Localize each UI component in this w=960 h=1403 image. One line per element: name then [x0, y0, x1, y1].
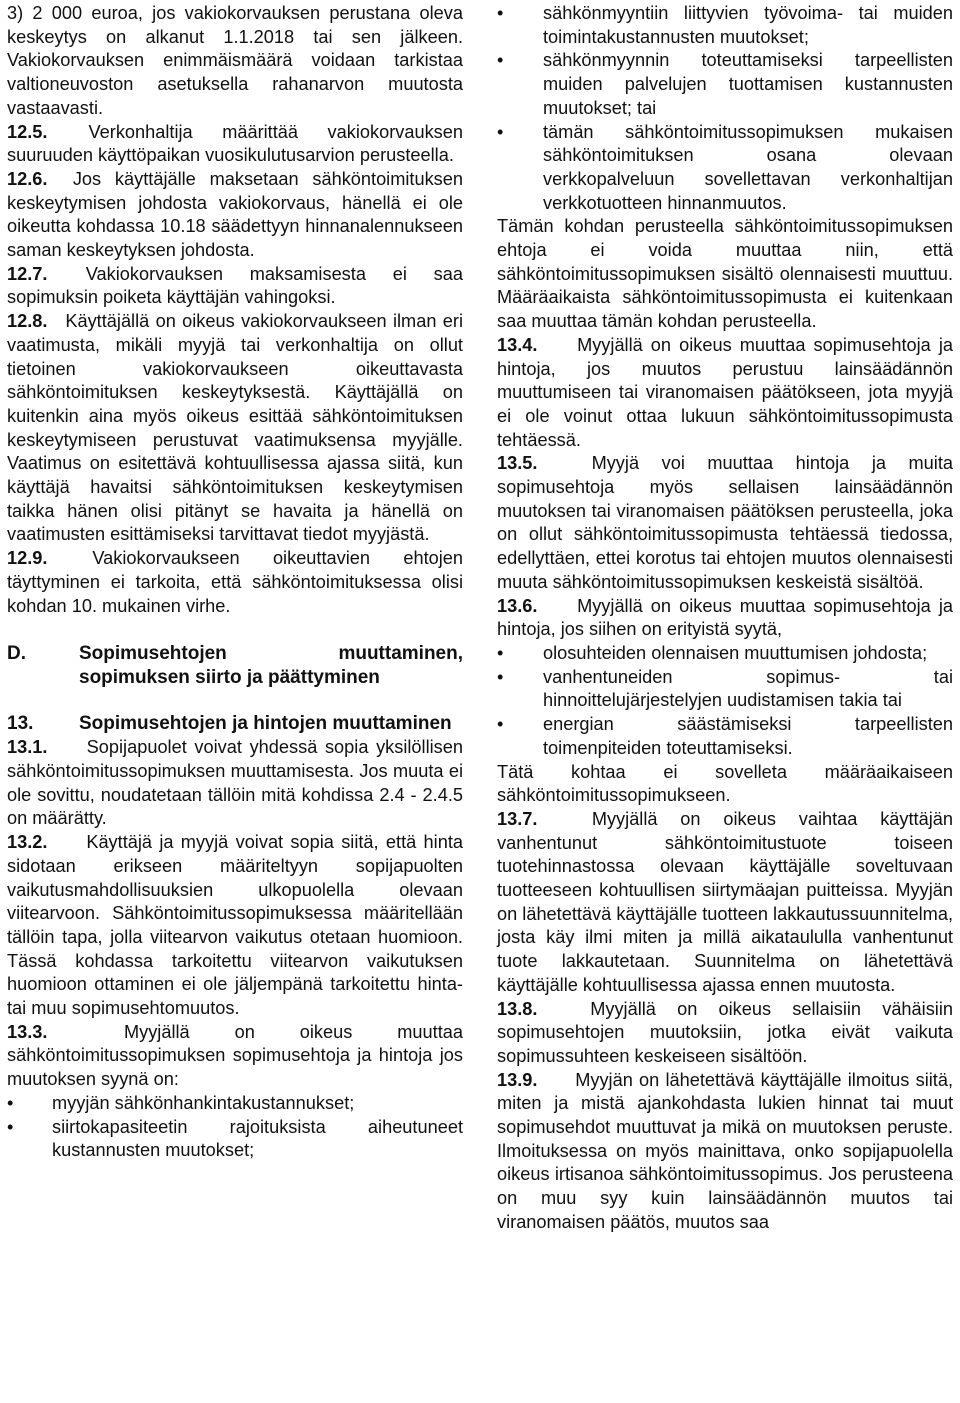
- section-13-7: [497, 808, 953, 998]
- list-item: • siirtokapasiteetin rajoituksista aiheutuneet kustannusten muutokset;: [7, 1116, 463, 1163]
- section-13-6: [497, 595, 953, 642]
- section-13-3: [7, 1021, 463, 1092]
- bullet-list-13-3b: [497, 2, 953, 215]
- section-text: Myyjällä on oikeus muuttaa sähköntoimitussopimuksen sopimusehtoja ja hintoja jos muutoksen syynä on:: [7, 1021, 463, 1090]
- section-number: 13.7.: [497, 808, 538, 829]
- section-text: Käyttäjällä on oikeus vakiokorvaukseen ilman eri vaatimusta, mikäli myyjä tai verkonhaltija on ollut tietoinen vakiokorvaukseen oikeuttavasta sähköntoimituksen keskeytyksestä. Käyttäjällä on kuitenkin aina myös oikeus esittää sähköntoimituksen keskeytymiseen perustuvat vaatimuksensa myyjälle. Vaatimus on esitettävä kohtuullisessa ajassa siitä, kun käyttäjä havaitsi sähköntoimituksen keskeytymisen taikka hänen olisi pitänyt se havaita ja hänellä on vaatimusten esittämiseksi tarvittavat tiedot myyjästä.: [7, 311, 463, 545]
- heading-text: Sopimusehtojen ja hintojen muuttaminen: [79, 713, 452, 735]
- section-number: 13.9.: [497, 1069, 538, 1090]
- list-item: • tämän sähköntoimitussopimuksen mukaisen sähköntoimituksen osana olevaan verkkopalveluun sovellettavan verkonhaltijan verkkotuotteen hinnanmuutos.: [497, 121, 953, 216]
- section-12-8: [7, 310, 463, 547]
- section-text: Sopijapuolet voivat yhdessä sopia yksilöllisen sähköntoimitussopimuksen muuttamisesta. Jos muuta ei ole sovittu, noudatetaan tällöin mitä kohdissa 2.4 - 2.4.5 on määrätty.: [7, 737, 463, 829]
- section-text: Myyjä voi muuttaa hintoja ja muita sopimusehtoja myös sellaisen lainsäädännön muutoksen tai viranomaisen päätöksen perusteella, joka on ollut sähköntoimitussopimusta tehtäessä tiedossa, edellyttäen, ettei korotus tai ehtojen muutos olennaisesti muuta sähköntoimitussopimuksen keskeistä sisältöä.: [497, 453, 953, 592]
- list-item: • vanhentuneiden sopimus- tai hinnoittelujärjestelyjen uudistamisen takia tai: [497, 666, 953, 713]
- section-12-6: [7, 168, 463, 263]
- section-number: 12.6.: [7, 168, 48, 189]
- section-13-1: [7, 736, 463, 831]
- left-column: [7, 2, 463, 1163]
- heading-13: [7, 712, 463, 736]
- section-text: Myyjän on lähetettävä käyttäjälle ilmoitus siitä, miten ja mistä ajankohdasta lukien hinnat tai muut sopimusehdot muuttuvat ja mikä on muutoksen peruste. Ilmoituksessa on myös mainittava, onko sopijapuolella oikeus irtisanoa sähköntoimitussopimus. Jos perusteena on muu syy kuin lainsäädännön muutos tai viranomaisen päätös, muutos saa: [497, 1069, 953, 1232]
- section-text: Vakiokorvaukseen oikeuttavien ehtojen täyttyminen ei tarkoita, että sähköntoimituksessa olisi kohdan 10. mukainen virhe.: [7, 548, 464, 616]
- section-number: 13.3.: [7, 1021, 48, 1042]
- section-number: 13.1.: [7, 737, 48, 758]
- section-number: 13.2.: [7, 832, 48, 853]
- bullet-list-13-6: [497, 642, 953, 761]
- section-text: Käyttäjä ja myyjä voivat sopia siitä, että hinta sidotaan erikseen määriteltyyn sopijapuolten vaikutusmahdollisuuksien ulkopuolella olevaan viitearvoon. Sähköntoimitussopimuksessa määritellään tällöin tapa, jolla viitearvon vaikutus otetaan huomioon. Tässä kohdassa tarkoitettu viitearvon vaikutuksen huomioon ottaminen ei ole jäljempänä tarkoitettu hinta- tai muu sopimusehtomuutos.: [7, 832, 463, 1019]
- section-text: Myyjällä on oikeus muuttaa sopimusehtoja ja hintoja, jos siihen on erityistä syytä,: [497, 595, 953, 640]
- list-item: • myyjän sähkönhankintakustannukset;: [7, 1092, 463, 1116]
- section-12-7: [7, 263, 463, 310]
- section-13-2: [7, 831, 463, 1021]
- list-item: • sähkönmyynnin toteuttamiseksi tarpeellisten muiden palvelujen tuottamisen kustannusten muutokset; tai: [497, 49, 953, 120]
- heading-d: [7, 642, 463, 690]
- section-13-4: [497, 334, 953, 453]
- section-number: 13.6.: [497, 595, 538, 616]
- section-number: 13.4.: [497, 334, 538, 355]
- section-13-9: [497, 1069, 953, 1235]
- paragraph-13-6-continued: Tätä kohtaa ei sovelleta määräaikaiseen sähköntoimitussopimukseen.: [497, 761, 953, 806]
- heading-number: D.: [7, 643, 26, 665]
- list-item: • olosuhteiden olennaisen muuttumisen johdosta;: [497, 642, 953, 666]
- list-item: • sähkönmyyntiin liittyvien työvoima- tai muiden toimintakustannusten muutokset;: [497, 2, 953, 49]
- section-text: Myyjällä on oikeus vaihtaa käyttäjän vanhentunut sähköntoimitustuote toiseen tuotehinnastossa olevaan käyttäjälle soveltuvaan tuotteeseen kohtuullisen siirtymäajan puitteissa. Myyjän on lähetettävä käyttäjälle tuotteen lakkautussuunnitelma, josta käy ilmi miten ja millä aikataululla vanhentunut tuote lakkautetaan. Suunnitelma on lähetettävä käyttäjälle kohtuullisessa ajassa ennen muutosta.: [497, 808, 953, 995]
- section-text: Myyjällä on oikeus muuttaa sopimusehtoja ja hintoja, jos muutos perustuu lainsäädännön muuttumiseen tai viranomaisen päätökseen, jota myyjä ei ole voinut ottaa lukuun sähköntoimitussopimusta tehtäessä.: [497, 334, 953, 450]
- section-text: Jos käyttäjälle maksetaan sähköntoimituksen keskeytymisen johdosta vakiokorvaus, hänellä ei ole oikeutta kohdassa 10.18 säädettyyn hinnanalennukseen saman keskeytyksen johdosta.: [7, 168, 463, 261]
- right-column: [497, 2, 953, 1235]
- section-number: 13.5.: [497, 453, 538, 474]
- section-12-5: [7, 121, 463, 168]
- section-13-5: [497, 452, 953, 594]
- heading-text: Sopimusehtojen muuttaminen, sopimuksen siirto ja päättyminen: [79, 643, 463, 689]
- section-text: Verkonhaltija määrittää vakiokorvauksen suuruuden käyttöpaikan vuosikulutusarvion perusteella.: [7, 121, 463, 166]
- bullet-list-13-3a: [7, 1092, 463, 1163]
- section-12-9: [7, 547, 463, 618]
- section-number: 12.9.: [7, 548, 48, 569]
- paragraph-item-3: 3) 2 000 euroa, jos vakiokorvauksen perustana oleva keskeytys on alkanut 1.1.2018 tai sen jälkeen. Vakiokorvauksen enimmäismäärä voidaan tarkistaa valtioneuvoston asetuksella rahanarvon muutosta vastaavasti.: [7, 3, 463, 118]
- section-text: Myyjällä on oikeus sellaisiin vähäisiin sopimusehtojen muutoksiin, jotka eivät vaikuta sopimussuhteen keskeiseen sisältöön.: [497, 998, 953, 1066]
- section-number: 12.5.: [7, 121, 48, 142]
- list-item: • energian säästämiseksi tarpeellisten toimenpiteiden toteuttamiseksi.: [497, 713, 953, 760]
- paragraph-13-3-continued: Tämän kohdan perusteella sähköntoimitussopimuksen ehtoja ei voida muuttaa niin, että sähköntoimitussopimuksen sisältö olennaisesti muuttuu. Määräaikaista sähköntoimitussopimusta ei kuitenkaan saa muuttaa tämän kohdan perusteella.: [497, 216, 953, 332]
- section-number: 12.7.: [7, 263, 48, 284]
- section-text: Vakiokorvauksen maksamisesta ei saa sopimuksin poiketa käyttäjän vahingoksi.: [7, 263, 463, 308]
- section-13-8: [497, 998, 953, 1069]
- heading-number: 13.: [7, 713, 34, 735]
- section-number: 13.8.: [497, 998, 538, 1019]
- section-number: 12.8.: [7, 311, 48, 332]
